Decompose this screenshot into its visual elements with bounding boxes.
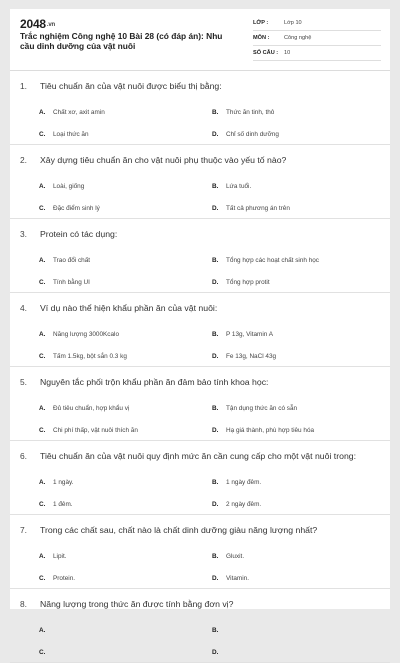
option-key: C.	[39, 575, 46, 582]
option-key: D.	[212, 205, 219, 212]
question-text: Xây dựng tiêu chuẩn ăn cho vật nuôi phụ thuộc vào yếu tố nào?	[40, 155, 287, 165]
meta-row-count	[253, 46, 381, 61]
question-item	[10, 441, 390, 515]
logo-suffix: .vn	[46, 21, 55, 28]
question-text: Tiêu chuẩn ăn của vật nuôi được biểu thị bằng:	[40, 81, 222, 91]
question-item	[10, 367, 390, 441]
question-header	[10, 293, 390, 317]
option-key: C.	[39, 427, 46, 434]
logo-text: 2048	[20, 17, 46, 31]
option-text: Hạ giá thành, phù hợp tiêu hóa	[226, 427, 315, 434]
question-header	[10, 515, 390, 539]
option-text: Chỉ số dinh dưỡng	[226, 131, 279, 138]
question-header	[10, 589, 390, 613]
answer-options	[10, 317, 390, 366]
question-text: Tiêu chuẩn ăn của vật nuôi quy định mức ăn cần cung cấp cho một vật nuôi trong:	[40, 451, 357, 461]
option-text: Chất xơ, axit amin	[53, 109, 105, 116]
option-key: D.	[212, 279, 219, 286]
option-key: A.	[39, 331, 46, 338]
question-item	[10, 145, 390, 219]
question-number: 8.	[20, 599, 27, 609]
question-item	[10, 219, 390, 293]
option-key: B.	[212, 479, 219, 486]
question-number: 2.	[20, 155, 27, 165]
option-key: B.	[212, 257, 219, 264]
question-item	[10, 589, 390, 663]
answer-options	[10, 539, 390, 588]
question-number: 1.	[20, 81, 27, 91]
option-key: C.	[39, 501, 46, 508]
option-text: Gluxit.	[226, 553, 245, 560]
option-text: Loài, giống	[53, 183, 85, 190]
question-item	[10, 515, 390, 589]
option-key: A.	[39, 627, 46, 634]
option-text: Loại thức ăn	[53, 131, 89, 138]
meta-label: LỚP :	[253, 20, 269, 26]
question-item	[10, 71, 390, 145]
option-text: Tấm 1.5kg, bột sắn 0.3 kg	[53, 353, 127, 360]
option-key: D.	[212, 501, 219, 508]
option-text: Năng lượng 3000Kcalo	[53, 331, 120, 338]
option-key: A.	[39, 479, 46, 486]
option-key: D.	[212, 131, 219, 138]
answer-options	[10, 613, 390, 662]
question-number: 3.	[20, 229, 27, 239]
answer-options	[10, 391, 390, 440]
option-text: Lứa tuổi.	[226, 183, 252, 190]
question-header	[10, 367, 390, 391]
question-header	[10, 219, 390, 243]
option-text: Đặc điểm sinh lý	[53, 205, 100, 212]
option-key: B.	[212, 553, 219, 560]
option-key: A.	[39, 553, 46, 560]
question-text: Protein có tác dụng:	[40, 229, 118, 239]
question-header	[10, 71, 390, 95]
option-text: Tận dụng thức ăn có sẵn	[226, 405, 298, 412]
option-key: A.	[39, 183, 46, 190]
question-text: Trong các chất sau, chất nào là chất dinh dưỡng giàu năng lượng nhất?	[40, 525, 318, 535]
option-key: C.	[39, 649, 46, 656]
option-key: B.	[212, 183, 219, 190]
option-text: 2 ngày đêm.	[226, 501, 262, 508]
option-key: A.	[39, 257, 46, 264]
question-header	[10, 441, 390, 465]
option-key: D.	[212, 427, 219, 434]
option-text: Tổng hợp protit	[226, 279, 270, 286]
option-text: Đủ tiêu chuẩn, hợp khẩu vị	[53, 405, 130, 412]
answer-options	[10, 95, 390, 144]
question-number: 7.	[20, 525, 27, 535]
site-logo[interactable]	[20, 17, 55, 31]
option-key: A.	[39, 109, 46, 116]
option-text: Lipit.	[53, 553, 67, 560]
option-text: Fe 13g, NaCl 43g	[226, 353, 277, 360]
question-text: Nguyên tắc phối trộn khẩu phần ăn đảm bảo tính khoa học:	[40, 377, 269, 387]
quiz-meta	[253, 16, 381, 61]
meta-row-subject	[253, 31, 381, 46]
question-list	[10, 71, 390, 663]
option-text: P 13g, Vitamin A	[226, 331, 274, 338]
option-text: 1 ngày đêm.	[226, 479, 262, 486]
option-text: Vitamin.	[226, 575, 249, 582]
answer-options	[10, 465, 390, 514]
quiz-page	[10, 9, 390, 656]
meta-row-class	[253, 16, 381, 31]
question-item	[10, 293, 390, 367]
question-number: 6.	[20, 451, 27, 461]
option-key: B.	[212, 405, 219, 412]
answer-options	[10, 169, 390, 218]
quiz-header	[10, 9, 390, 71]
option-key: C.	[39, 353, 46, 360]
meta-value: Công nghệ	[284, 35, 312, 41]
option-key: B.	[212, 331, 219, 338]
meta-value: Lớp 10	[284, 20, 302, 26]
option-text: Thức ăn tinh, thô	[226, 109, 275, 116]
question-text: Ví dụ nào thể hiện khẩu phần ăn của vật nuôi:	[40, 303, 218, 313]
meta-value: 10	[284, 50, 291, 56]
option-text: Tổng hợp các hoạt chất sinh học	[226, 257, 320, 264]
option-text: Trao đổi chất	[53, 257, 91, 264]
option-text: Tính bằng UI	[53, 279, 90, 286]
option-text: Protein.	[53, 575, 76, 582]
option-key: D.	[212, 353, 219, 360]
option-key: B.	[212, 627, 219, 634]
option-text: 1 đêm.	[53, 501, 73, 508]
option-key: C.	[39, 279, 46, 286]
option-text: Chi phí thấp, vật nuôi thích ăn	[53, 427, 138, 434]
meta-label: SỐ CÂU :	[253, 50, 279, 56]
question-header	[10, 145, 390, 169]
option-key: D.	[212, 649, 219, 656]
option-key: B.	[212, 109, 219, 116]
option-text: Tất cả phương án trên	[226, 205, 290, 212]
quiz-title: Trắc nghiệm Công nghệ 10 Bài 28 (có đáp án): Nhu cầu dinh dưỡng của vật nuôi	[20, 31, 223, 51]
option-key: C.	[39, 205, 46, 212]
option-key: C.	[39, 131, 46, 138]
question-number: 4.	[20, 303, 27, 313]
question-number: 5.	[20, 377, 27, 387]
meta-label: MÔN :	[253, 35, 270, 41]
question-text: Năng lượng trong thức ăn được tính bằng đơn vị?	[40, 599, 234, 609]
option-key: D.	[212, 575, 219, 582]
option-key: A.	[39, 405, 46, 412]
option-text: 1 ngày.	[53, 479, 74, 486]
answer-options	[10, 243, 390, 292]
